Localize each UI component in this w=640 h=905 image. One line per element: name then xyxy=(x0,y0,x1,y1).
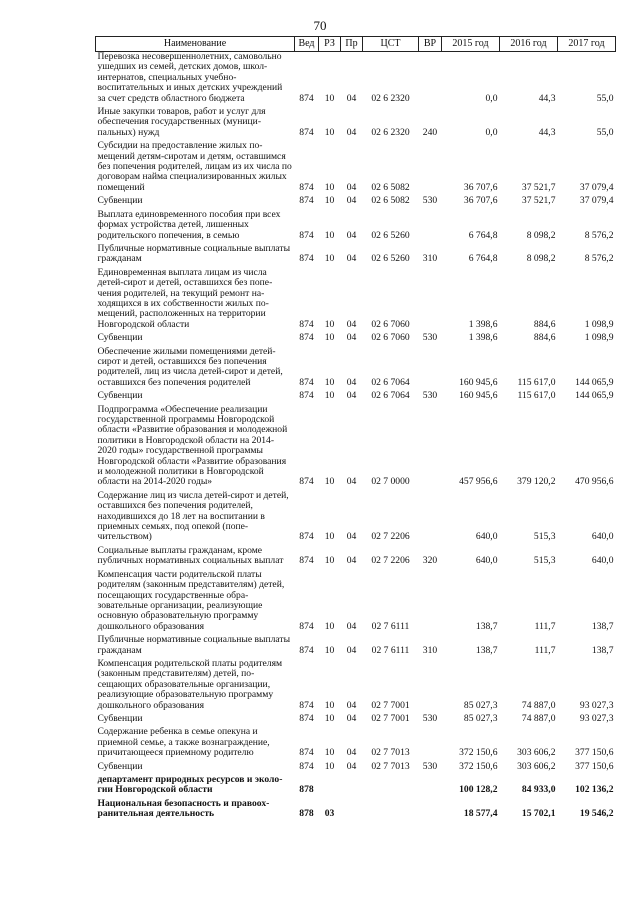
cell-pr: 04 xyxy=(346,195,357,207)
cell-2017: 8 576,2 xyxy=(584,229,614,241)
cell-2017: 37 079,4 xyxy=(579,195,614,207)
cell-ved: 874 xyxy=(299,760,314,772)
table-row xyxy=(96,799,616,823)
cell-rz: 10 xyxy=(324,195,335,207)
header-2016: 2016 год xyxy=(500,37,558,52)
cell-2015: 85 027,3 xyxy=(463,712,498,724)
page-number: 70 xyxy=(313,18,327,33)
table-row xyxy=(96,727,616,761)
cell-vr: 320 xyxy=(422,555,438,567)
cell-vr xyxy=(419,570,442,635)
cell-2015: 6 764,8 xyxy=(468,229,498,241)
cell-rz: 10 xyxy=(324,390,335,402)
cell-vr xyxy=(419,659,442,714)
cell-name: Единовременная выплата лицам из числа детей-сирот и детей, оставшихся без попечения родителей, на текущий ремонт находящихся в их собственности жилых помещений, расположенных на территории Новгородской области xyxy=(97,266,273,330)
cell-ved: 874 xyxy=(299,253,314,265)
cell-ved: 874 xyxy=(299,699,314,711)
table-row xyxy=(96,635,616,659)
cell-cst: 02 7 2206 xyxy=(371,531,410,543)
cell-rz: 10 xyxy=(324,318,335,330)
cell-2017: 144 065,9 xyxy=(575,376,614,388)
cell-2016: 74 887,0 xyxy=(521,699,556,711)
cell-name: Национальная безопасность и правоохранительная деятельность xyxy=(97,797,270,820)
cell-2017: 93 027,3 xyxy=(579,699,614,711)
cell-ved: 874 xyxy=(299,644,314,656)
cell-2016: 44,3 xyxy=(538,126,556,138)
cell-2015: 640,0 xyxy=(475,555,498,567)
cell-vr xyxy=(419,799,442,823)
cell-ved: 878 xyxy=(299,808,314,820)
cell-2016: 37 521,7 xyxy=(521,195,556,207)
cell-2016: 37 521,7 xyxy=(521,181,556,193)
table-row xyxy=(96,491,616,546)
cell-cst: 02 6 7064 xyxy=(371,376,410,388)
cell-cst: 02 7 7013 xyxy=(371,747,410,759)
cell-2015: 138,7 xyxy=(475,620,498,632)
cell-cst: 02 7 2206 xyxy=(371,555,410,567)
cell-rz: 10 xyxy=(324,644,335,656)
cell-ved: 874 xyxy=(299,390,314,402)
cell-2016: 115 617,0 xyxy=(517,390,556,402)
cell-vr: 530 xyxy=(422,332,438,344)
cell-ved: 874 xyxy=(299,620,314,632)
cell-cst: 02 6 5260 xyxy=(371,229,410,241)
cell-name: Компенсация части родительской платы родителям (законным представителям) детей, посещающих государственные образовательные организации, реализующие основную образовательную программу дошкольного образования xyxy=(97,568,285,632)
cell-vr: 530 xyxy=(422,390,438,402)
cell-2015: 1 398,6 xyxy=(468,318,498,330)
cell-2015: 372 150,6 xyxy=(459,760,498,772)
cell-ved: 874 xyxy=(299,318,314,330)
cell-name: департамент природных ресурсов и экологии Новгородской области xyxy=(97,774,283,796)
cell-2016: 84 933,0 xyxy=(521,784,556,796)
cell-name: Содержание лиц из числа детей-сирот и детей, оставшихся без попечения родителей, находившихся до 18 лет на воспитании в приемных семьях, под опекой (попечительством) xyxy=(97,489,289,543)
cell-2016: 44,3 xyxy=(538,92,556,104)
cell-2017: 19 546,2 xyxy=(579,808,614,820)
cell-cst: 02 6 7060 xyxy=(371,318,410,330)
cell-ved: 874 xyxy=(299,747,314,759)
cell-name: Субвенции xyxy=(97,195,143,207)
cell-2015: 36 707,6 xyxy=(463,195,498,207)
table-row xyxy=(96,244,616,268)
cell-cst: 02 7 0000 xyxy=(371,476,410,488)
cell-ved: 874 xyxy=(299,712,314,724)
table-row xyxy=(96,52,616,108)
cell-ved: 874 xyxy=(299,126,314,138)
header-rz: РЗ xyxy=(319,37,341,52)
cell-ved: 874 xyxy=(299,92,314,104)
cell-2015: 0,0 xyxy=(485,126,498,138)
cell-rz: 10 xyxy=(324,712,335,724)
cell-cst xyxy=(363,799,419,823)
cell-2015: 6 764,8 xyxy=(468,253,498,265)
cell-name: Компенсация родительской платы родителям (законным представителям) детей, посещающих образовательные организации, реализующие образовательную программу дошкольного образования xyxy=(97,657,283,711)
cell-vr xyxy=(419,347,442,392)
cell-vr xyxy=(419,775,442,799)
cell-pr: 04 xyxy=(346,390,357,402)
cell-ved: 874 xyxy=(299,332,314,344)
cell-pr xyxy=(341,799,363,823)
cell-2017: 640,0 xyxy=(591,555,614,567)
cell-2016: 884,6 xyxy=(533,332,556,344)
cell-vr: 240 xyxy=(422,126,438,138)
cell-rz: 10 xyxy=(324,531,335,543)
table-body xyxy=(96,52,616,823)
cell-rz: 10 xyxy=(324,555,335,567)
cell-2016: 115 617,0 xyxy=(517,376,556,388)
cell-ved: 874 xyxy=(299,181,314,193)
table-row xyxy=(96,333,616,346)
header-cst: ЦСТ xyxy=(363,37,419,52)
cell-2015: 1 398,6 xyxy=(468,332,498,344)
cell-cst: 02 7 6111 xyxy=(371,620,410,632)
cell-vr xyxy=(419,141,442,196)
cell-2016: 74 887,0 xyxy=(521,712,556,724)
cell-cst: 02 7 7013 xyxy=(371,760,410,772)
cell-rz xyxy=(319,775,341,799)
budget-table xyxy=(95,36,616,823)
cell-2017: 377 150,6 xyxy=(575,747,614,759)
cell-name: Субвенции xyxy=(97,332,143,344)
cell-cst: 02 6 5082 xyxy=(371,195,410,207)
cell-2015: 160 945,6 xyxy=(459,390,498,402)
cell-cst: 02 6 5082 xyxy=(371,181,410,193)
cell-cst: 02 7 6111 xyxy=(371,644,410,656)
cell-2016: 8 098,2 xyxy=(526,253,556,265)
cell-2015: 138,7 xyxy=(475,644,498,656)
cell-pr: 04 xyxy=(346,318,357,330)
cell-vr: 310 xyxy=(422,644,438,656)
cell-ved: 874 xyxy=(299,555,314,567)
cell-pr: 04 xyxy=(346,126,357,138)
table-row xyxy=(96,546,616,570)
cell-2016: 15 702,1 xyxy=(521,808,556,820)
cell-vr: 310 xyxy=(422,253,438,265)
table-row xyxy=(96,391,616,404)
cell-2017: 470 956,6 xyxy=(575,476,614,488)
cell-2016: 884,6 xyxy=(533,318,556,330)
cell-rz: 03 xyxy=(324,808,335,820)
cell-2016: 303 606,2 xyxy=(517,747,556,759)
cell-pr: 04 xyxy=(346,699,357,711)
cell-rz: 10 xyxy=(324,92,335,104)
cell-2015: 457 956,6 xyxy=(459,476,498,488)
cell-2017: 37 079,4 xyxy=(579,181,614,193)
cell-2015: 18 577,4 xyxy=(463,808,498,820)
cell-pr: 04 xyxy=(346,712,357,724)
cell-name: Перевозка несовершеннолетних, самовольно ушедших из семей, детских домов, школ-интернатов, специальных учебно-воспитательных и иных детских учреждений за счет средств областного бюджета xyxy=(97,51,283,104)
cell-ved: 874 xyxy=(299,531,314,543)
cell-pr: 04 xyxy=(346,253,357,265)
cell-pr: 04 xyxy=(346,181,357,193)
cell-2017: 93 027,3 xyxy=(579,712,614,724)
cell-rz: 10 xyxy=(324,476,335,488)
table-row xyxy=(96,762,616,775)
table-header-row xyxy=(96,37,616,52)
cell-pr: 04 xyxy=(346,555,357,567)
cell-2017: 138,7 xyxy=(591,620,614,632)
header-2017: 2017 год xyxy=(558,37,616,52)
cell-cst: 02 6 7064 xyxy=(371,390,410,402)
cell-cst: 02 6 2320 xyxy=(371,126,410,138)
cell-2016: 303 606,2 xyxy=(517,760,556,772)
cell-ved: 874 xyxy=(299,229,314,241)
cell-2017: 55,0 xyxy=(596,126,614,138)
cell-ved: 874 xyxy=(299,195,314,207)
table-row xyxy=(96,141,616,196)
cell-rz: 10 xyxy=(324,620,335,632)
cell-pr: 04 xyxy=(346,531,357,543)
header-ved: Вед xyxy=(295,37,319,52)
cell-2015: 36 707,6 xyxy=(463,181,498,193)
cell-name: Субвенции xyxy=(97,760,143,772)
cell-2017: 144 065,9 xyxy=(575,390,614,402)
table-row xyxy=(96,659,616,714)
cell-2016: 111,7 xyxy=(534,644,556,656)
table-row xyxy=(96,570,616,635)
cell-cst: 02 6 5260 xyxy=(371,253,410,265)
cell-ved: 878 xyxy=(299,784,314,796)
cell-vr xyxy=(419,491,442,546)
cell-rz: 10 xyxy=(324,126,335,138)
cell-2015: 640,0 xyxy=(475,531,498,543)
table-row xyxy=(96,405,616,491)
table-row xyxy=(96,210,616,244)
cell-vr: 530 xyxy=(422,760,438,772)
cell-2015: 372 150,6 xyxy=(459,747,498,759)
cell-vr xyxy=(419,52,442,108)
cell-vr xyxy=(419,727,442,761)
cell-ved: 874 xyxy=(299,476,314,488)
cell-pr: 04 xyxy=(346,476,357,488)
cell-pr: 04 xyxy=(346,644,357,656)
cell-vr xyxy=(419,268,442,333)
cell-name: Социальные выплаты гражданам, кроме публичных нормативных социальных выплат xyxy=(97,544,284,567)
cell-2017: 377 150,6 xyxy=(575,760,614,772)
cell-2016: 515,3 xyxy=(533,531,556,543)
cell-2015: 85 027,3 xyxy=(463,699,498,711)
cell-2017: 1 098,9 xyxy=(584,332,614,344)
cell-rz: 10 xyxy=(324,181,335,193)
cell-pr: 04 xyxy=(346,229,357,241)
cell-rz: 10 xyxy=(324,376,335,388)
cell-name: Иные закупки товаров, работ и услуг для обеспечения государственных (муниципальных) нужд xyxy=(97,106,266,138)
cell-name: Выплата единовременного пособия при всех формах устройства детей, лишенных родительского попечения, в семью xyxy=(97,208,281,241)
cell-2015: 0,0 xyxy=(485,92,498,104)
cell-vr: 530 xyxy=(422,195,438,207)
cell-vr xyxy=(419,405,442,491)
cell-rz: 10 xyxy=(324,229,335,241)
cell-name: Субвенции xyxy=(97,712,143,724)
cell-rz: 10 xyxy=(324,332,335,344)
cell-pr: 04 xyxy=(346,92,357,104)
table-row xyxy=(96,775,616,799)
cell-name: Содержание ребенка в семье опекуна и приемной семье, а также вознаграждение, причитающееся приемному родителю xyxy=(97,726,270,759)
cell-name: Субсидии на предоставление жилых помещений детям-сиротам и детям, оставшимся без попечения родителей, лицам из их числа по договорам найма специализированных жилых помещений xyxy=(97,140,292,193)
cell-pr: 04 xyxy=(346,620,357,632)
header-pr: Пр xyxy=(341,37,363,52)
cell-vr xyxy=(419,210,442,244)
cell-2017: 55,0 xyxy=(596,92,614,104)
header-name: Наименование xyxy=(96,37,295,52)
cell-pr: 04 xyxy=(346,760,357,772)
cell-pr: 04 xyxy=(346,332,357,344)
cell-pr: 04 xyxy=(346,747,357,759)
table-row xyxy=(96,196,616,209)
cell-name: Публичные нормативные социальные выплаты гражданам xyxy=(97,634,291,656)
cell-name: Субвенции xyxy=(97,390,143,402)
table-row xyxy=(96,347,616,392)
cell-cst: 02 6 2320 xyxy=(371,92,410,104)
cell-pr xyxy=(341,775,363,799)
cell-2017: 640,0 xyxy=(591,531,614,543)
cell-2016: 8 098,2 xyxy=(526,229,556,241)
cell-2017: 8 576,2 xyxy=(584,253,614,265)
cell-2015: 100 128,2 xyxy=(459,784,498,796)
cell-cst: 02 6 7060 xyxy=(371,332,410,344)
cell-rz: 10 xyxy=(324,760,335,772)
cell-2017: 1 098,9 xyxy=(584,318,614,330)
cell-2016: 515,3 xyxy=(533,555,556,567)
cell-name: Обеспечение жилыми помещениями детей-сирот и детей, оставшихся без попечения родителей, лиц из числа детей-сирот и детей, оставшихся без попечения родителей xyxy=(97,345,283,388)
table-row xyxy=(96,107,616,141)
cell-2016: 379 120,2 xyxy=(517,476,556,488)
cell-pr: 04 xyxy=(346,376,357,388)
cell-rz: 10 xyxy=(324,253,335,265)
cell-vr: 530 xyxy=(422,712,438,724)
header-2015: 2015 год xyxy=(442,37,500,52)
cell-name: Подпрограмма «Обеспечение реализации государственной программы Новгородской области «Развитие образования и молодежной политики в Новгородской области на 2014-2020 годы» государственной программы Новгородской области «Развитие образования и молодежной политики в Новгородской области на 2014-2020 годы» xyxy=(97,403,288,488)
table-row xyxy=(96,714,616,727)
cell-cst xyxy=(363,775,419,799)
cell-ved: 874 xyxy=(299,376,314,388)
cell-2017: 102 136,2 xyxy=(575,784,614,796)
cell-2016: 111,7 xyxy=(534,620,556,632)
cell-cst: 02 7 7001 xyxy=(371,712,410,724)
header-vr: ВР xyxy=(419,37,442,52)
cell-rz: 10 xyxy=(324,747,335,759)
cell-rz: 10 xyxy=(324,699,335,711)
cell-cst: 02 7 7001 xyxy=(371,699,410,711)
cell-2015: 160 945,6 xyxy=(459,376,498,388)
table-row xyxy=(96,268,616,333)
cell-name: Публичные нормативные социальные выплаты гражданам xyxy=(97,242,291,265)
cell-2017: 138,7 xyxy=(591,644,614,656)
